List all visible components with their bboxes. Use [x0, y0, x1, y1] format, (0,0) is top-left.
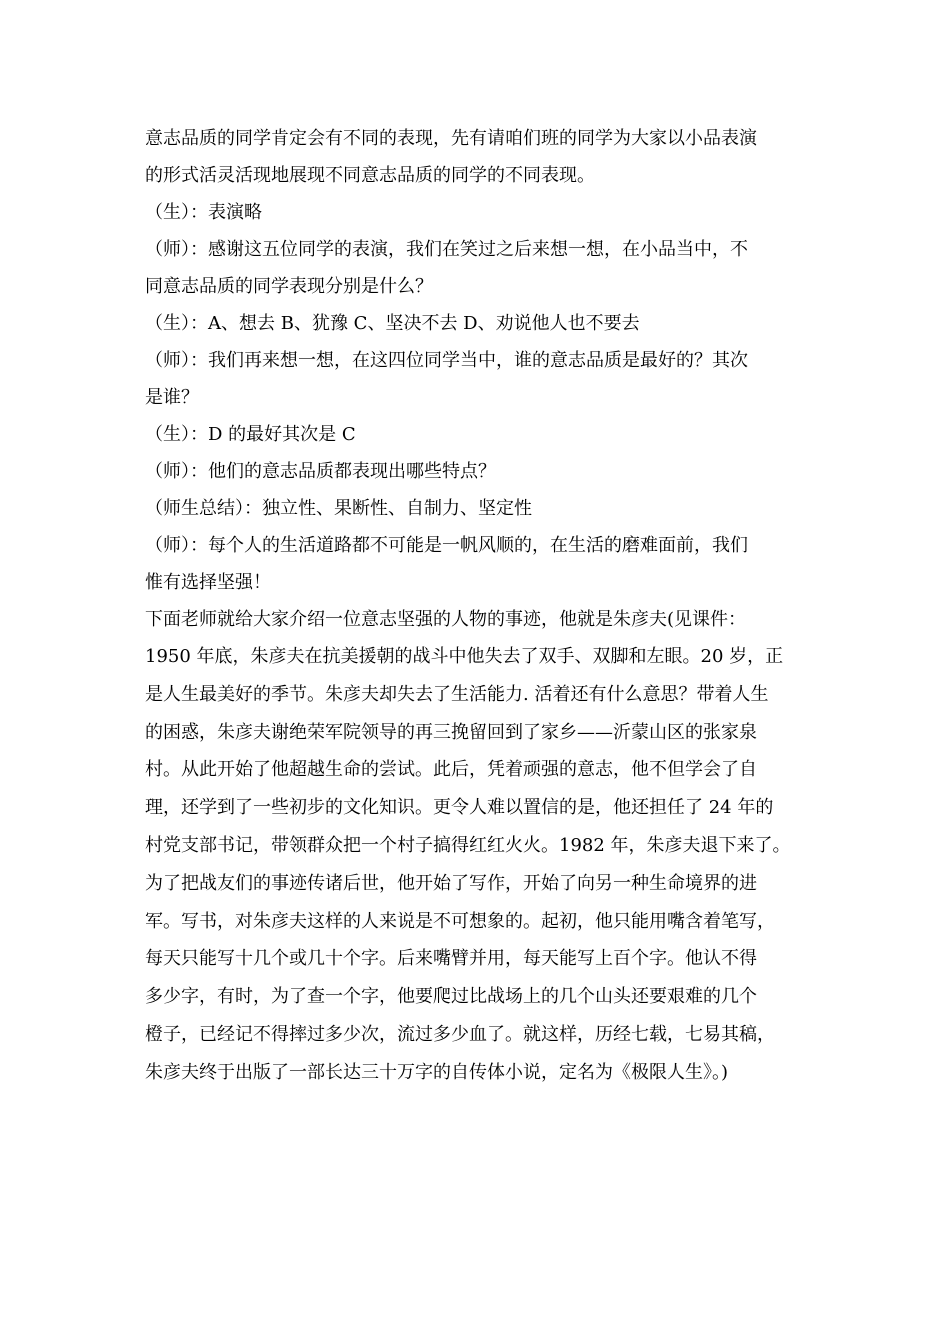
text-line: 的困惑，朱彦夫谢绝荣军院领导的再三挽留回到了家乡——沂蒙山区的张家泉 — [145, 721, 757, 743]
text-line: （师）：每个人的生活道路都不可能是一帆风顺的，在生活的磨难面前，我们 — [145, 535, 748, 556]
text-line: （生）：A、想去 B、犹豫 C、坚决不去 D、劝说他人也不要去 — [145, 313, 640, 334]
text-line: 橙子，已经记不得摔过多少次，流过多少血了。就这样，历经七载，七易其稿， — [145, 1023, 775, 1045]
text-line: 1950 年底，朱彦夫在抗美援朝的战斗中他失去了双手、双脚和左眼。20 岁，正 — [145, 646, 784, 667]
text-line: 同意志品质的同学表现分别是什么？ — [145, 276, 433, 297]
text-line: 朱彦夫终于出版了一部长达三十万字的自传体小说，定名为《极限人生》。) — [145, 1061, 729, 1083]
text-line: 是人生最美好的季节。朱彦夫却失去了生活能力. 活着还有什么意思？带着人生 — [145, 683, 769, 705]
text-line: 村。从此开始了他超越生命的尝试。此后，凭着顽强的意志，他不但学会了自 — [145, 759, 757, 781]
text-line: （师）：他们的意志品质都表现出哪些特点？ — [145, 461, 496, 482]
text-line: 村党支部书记，带领群众把一个村子搞得红红火火。1982 年，朱彦夫退下来了。 — [145, 834, 791, 856]
text-line: 下面老师就给大家介绍一位意志坚强的人物的事迹，他就是朱彦夫(见课件： — [145, 609, 747, 630]
text-line: （师）：感谢这五位同学的表演，我们在笑过之后来想一想，在小品当中，不 — [145, 239, 748, 260]
text-line: 是谁？ — [145, 387, 199, 408]
text-line: 的形式活灵活现地展现不同意志品质的同学的不同表现。 — [145, 165, 595, 186]
text-line: 为了把战友们的事迹传诸后世，他开始了写作，开始了向另一种生命境界的进 — [145, 872, 757, 894]
text-line: 多少字，有时，为了查一个字，他要爬过比战场上的几个山头还要艰难的几个 — [145, 986, 757, 1008]
text-line: 军。写书，对朱彦夫这样的人来说是不可想象的。起初，他只能用嘴含着笔写， — [145, 910, 775, 932]
dialogue-section — [145, 120, 810, 638]
text-line: （生）：表演略 — [145, 202, 262, 223]
story-section — [145, 638, 810, 1092]
text-line: 理，还学到了一些初步的文化知识。更令人难以置信的是，他还担任了 24 年的 — [145, 797, 774, 819]
text-line: 每天只能写十几个或几十个字。后来嘴臂并用，每天能写上百个字。他认不得 — [145, 948, 757, 970]
document-page — [145, 120, 810, 1092]
text-line: （师生总结）：独立性、果断性、自制力、坚定性 — [145, 498, 532, 519]
text-line: 意志品质的同学肯定会有不同的表现，先有请咱们班的同学为大家以小品表演 — [145, 128, 757, 149]
text-line: 惟有选择坚强！ — [145, 572, 271, 593]
text-line: （生）：D 的最好其次是 C — [145, 424, 356, 445]
text-line: （师）：我们再来想一想，在这四位同学当中，谁的意志品质是最好的？其次 — [145, 350, 748, 371]
